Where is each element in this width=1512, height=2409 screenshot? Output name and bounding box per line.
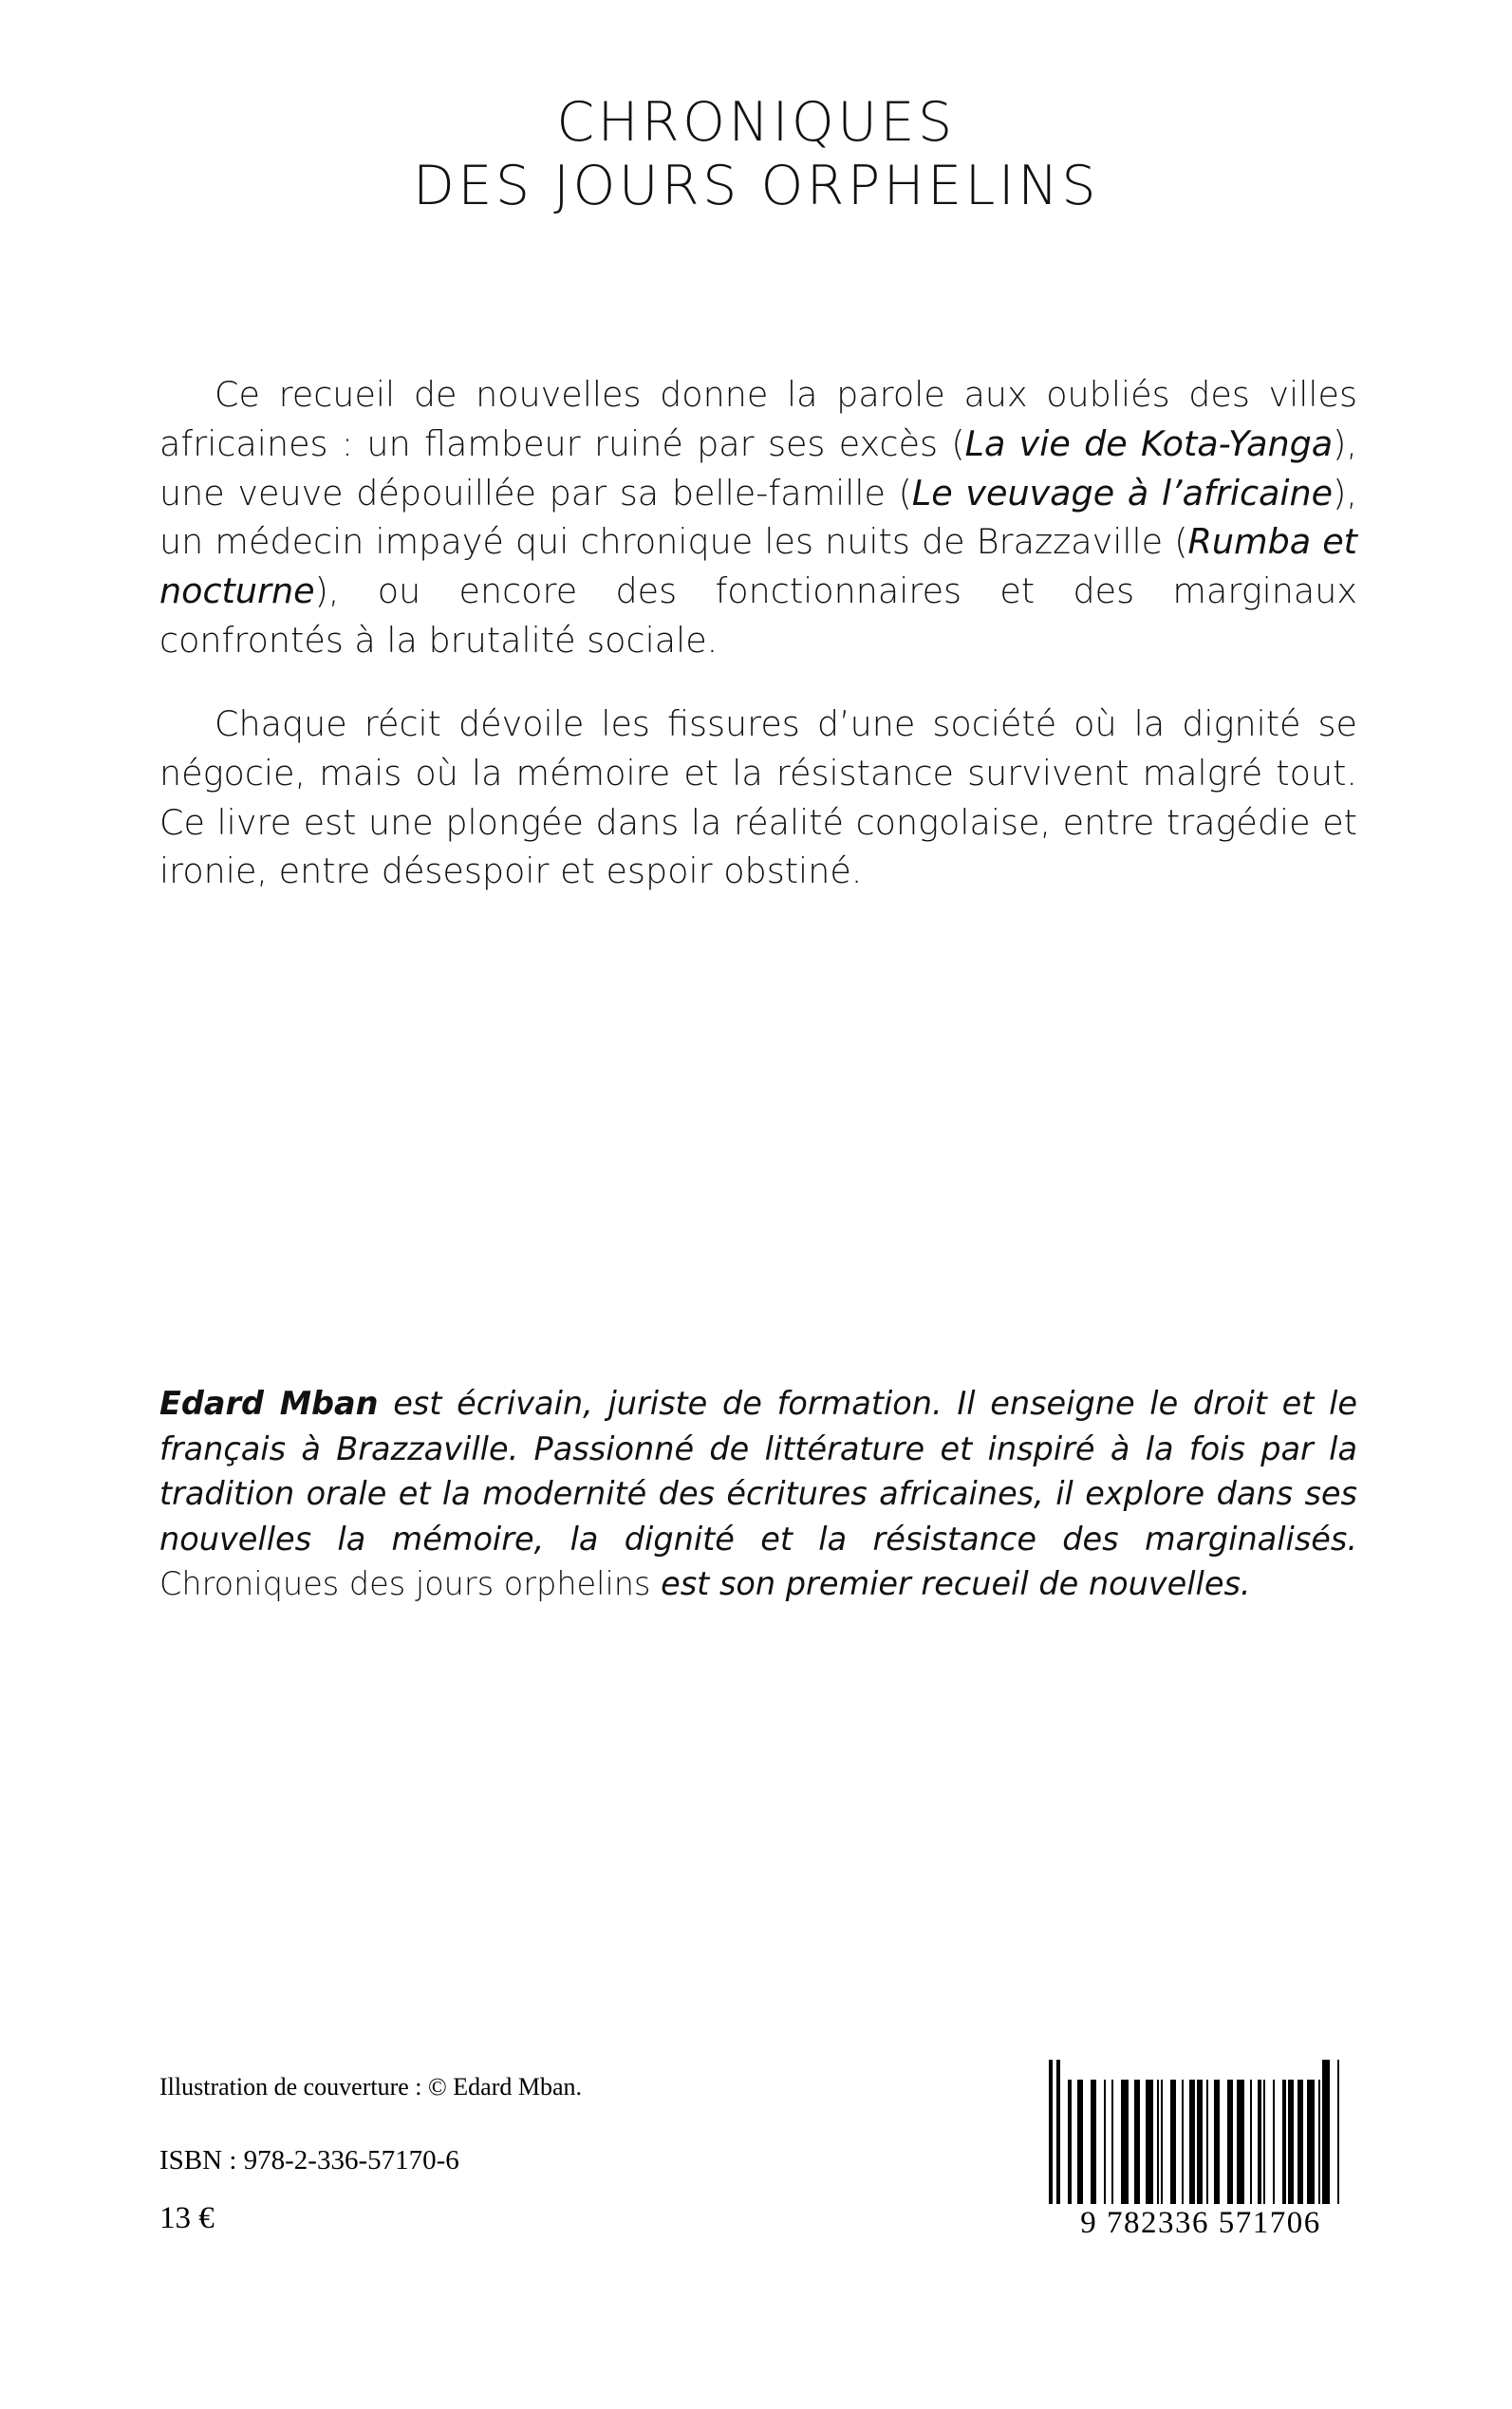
work-title-3: Rumba et nocturne bbox=[159, 521, 1357, 612]
blurb-p1-suffix: ), ou encore des fonctionnaires et des marginaux confrontés à la brutalité sociale. bbox=[159, 570, 1357, 662]
title-line-2: DES JOURS ORPHELINS bbox=[412, 155, 1100, 218]
blurb-p1-mid-2: ), un médecin impayé qui chronique les nuits de Brazzaville ( bbox=[159, 472, 1357, 563]
title-line-1: CHRONIQUES bbox=[556, 91, 956, 154]
blurb-paragraph-2: Chaque récit dévoile les fissures d’une société où la dignité se négocie, mais où la mémoire et la résistance survivent malgré tout. Ce livre est une plongée dans la réalité congolaise, entre tragédie et ironie, entre désespoir et espoir obstiné. bbox=[159, 702, 1357, 892]
barcode-bars bbox=[1049, 2060, 1353, 2204]
blurb-p1-mid-1: ), une veuve dépouillée par sa belle-famille ( bbox=[159, 422, 1358, 514]
blurb-p1-prefix: Ce recueil de nouvelles donne la parole aux oubliés des villes africaines : un flambeur ruiné par ses excès ( bbox=[159, 374, 1357, 464]
price-label: 13 € bbox=[159, 2201, 215, 2235]
blurb-section bbox=[159, 370, 1357, 930]
work-title-2: Le veuvage à l’africaine bbox=[911, 472, 1334, 514]
barcode bbox=[1049, 2060, 1353, 2241]
footer-block bbox=[159, 2073, 881, 2236]
author-name: Edard Mban bbox=[159, 1385, 379, 1422]
author-bio-section bbox=[159, 1381, 1357, 1607]
cover-credit: Illustration de couverture : © Edard Mban. bbox=[159, 2073, 583, 2101]
author-bio-text-1: est écrivain, juriste de formation. Il enseigne le droit et le français à Brazzaville. Passionné de littérature et inspiré à la fois par la tradition orale et la modernité des écritures africaines, il explore dans ses nouvelles la mémoire, la dignité et la résistance des marginalisés. bbox=[159, 1385, 1358, 1558]
author-bio-paragraph bbox=[159, 1381, 1357, 1607]
book-title-mention: Chroniques des jours orphelins bbox=[159, 1565, 651, 1603]
author-bio-text-2: est son premier recueil de nouvelles. bbox=[650, 1565, 1251, 1603]
isbn-label: ISBN : 978-2-336-57170-6 bbox=[159, 2145, 459, 2176]
work-title-1: La vie de Kota-Yanga bbox=[964, 422, 1334, 464]
blurb-paragraph-1 bbox=[159, 370, 1357, 665]
page-title bbox=[0, 91, 1512, 219]
barcode-digits: 9 782336 571706 bbox=[1080, 2206, 1321, 2240]
